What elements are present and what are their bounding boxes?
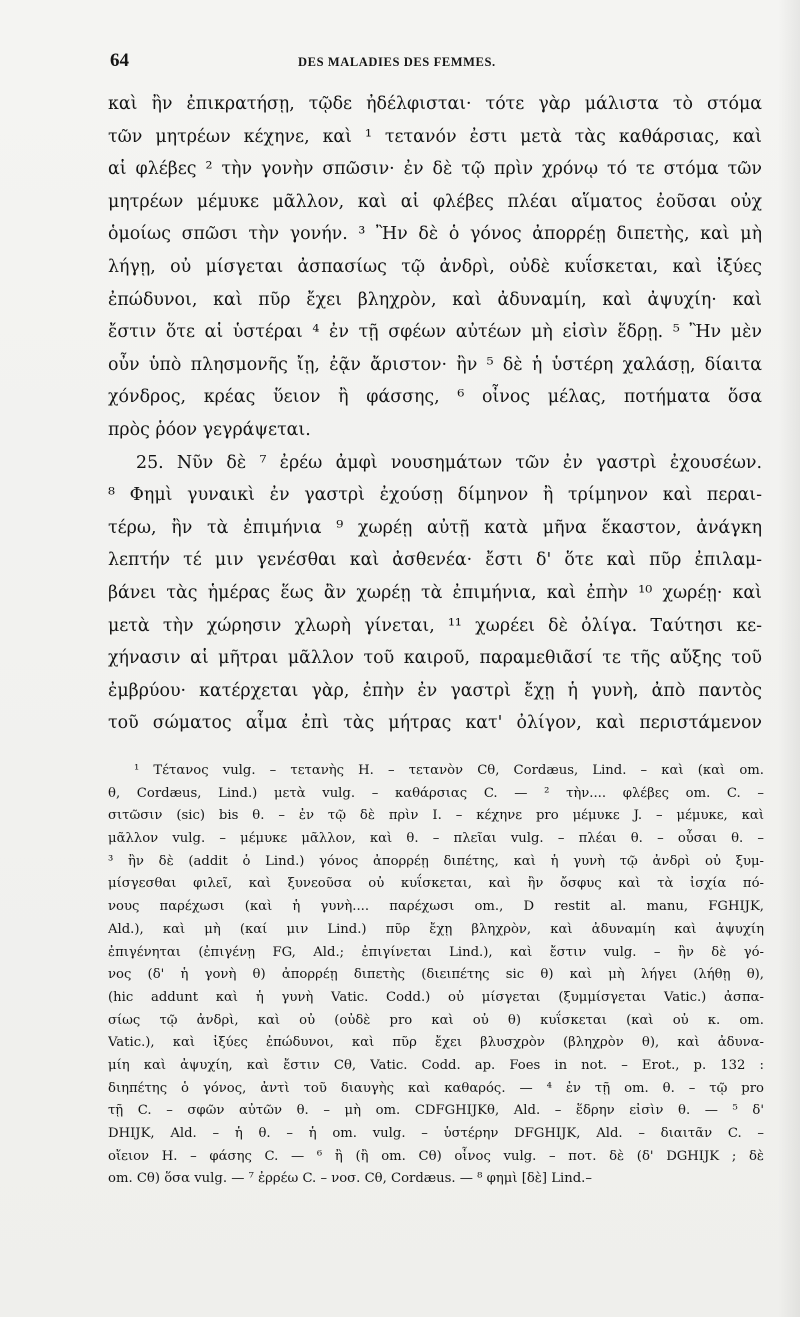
footnote-line: μᾶλλον vulg. – μέμυκε μᾶλλον, καὶ θ. – πλεῖαι vulg. – πλέαι θ. – οὖσαι θ. –: [108, 831, 764, 847]
text-line: βάνει τὰς ἡμέρας ἕως ἂν χωρέῃ τὰ ἐπιμήνια, καὶ ἐπὴν ¹⁰ χωρέῃ· καὶ: [108, 582, 762, 603]
text-line: χόνδρος, κρέας ὕειον ἢ φάσσης, ⁶ οἶνος μέλας, ποτήματα ὅσα: [108, 387, 762, 408]
footnote-line: om. Cθ) ὅσα vulg. — ⁷ ἐρρέω C. – νοσ. Cθ, Cordæus. — ⁸ φημὶ [δὲ] Lind.–: [108, 1171, 592, 1187]
footnote-line: τῇ C. – σφῶν αὐτῶν θ. – μὴ om. CDFGHIJKθ, Ald. – ἕδρην εἰσὶν θ. — ⁵ δ': [108, 1103, 764, 1119]
footnote-line: ¹ Τέτανος vulg. – τετανὴς H. – τετανὸν Cθ, Cordæus, Lind. – καὶ (καὶ om.: [134, 763, 764, 778]
footnote-line: νος (δ' ἡ γονὴ θ) ἀπορρέῃ διπετὴς (διειπέτης sic θ) καὶ μὴ λήγει (λήθῃ θ),: [108, 967, 764, 983]
footnote-line: οἴειον H. – φάσης C. — ⁶ ἢ (ἢ om. Cθ) οἶνος vulg. – ποτ. δὲ (δ' DGHIJK ; δὲ: [108, 1148, 764, 1164]
footnote-line: σιτῶσιν (sic) bis θ. – ἐν τῷ δὲ πρὶν I. – κέχηνε pro μέμυκε J. – μέμυκε, καὶ: [108, 808, 764, 824]
footnote-line: ἐπιγένηται (ἐπιγένῃ FG, Ald.; ἐπιγίνεται Lind.), καὶ ἔστιν vulg. – ἢν δὲ γό-: [108, 944, 764, 960]
text-line: τέρω, ἢν τὰ ἐπιμήνια ⁹ χωρέῃ αὐτῇ κατὰ μῆνα ἕκαστον, ἀνάγκη: [108, 517, 762, 538]
text-line: αἱ φλέβες ² τὴν γονὴν σπῶσιν· ἐν δὲ τῷ πρὶν χρόνῳ τό τε στόμα τῶν: [108, 159, 762, 180]
text-line: ὁμοίως σπῶσι τὴν γονήν. ³ Ἢν δὲ ὁ γόνος ἀπορρέῃ διπετὴς, καὶ μὴ: [108, 224, 762, 245]
footnote-line: μίη καὶ ἀψυχίη, καὶ ἔστιν Cθ, Vatic. Codd. ap. Foes in not. – Erot., p. 132 :: [108, 1057, 764, 1073]
page-header: [110, 50, 750, 74]
text-line: λεπτήν τέ μιν γενέσθαι καὶ ἀσθενέα· ἔστι δ' ὅτε καὶ πῦρ ἐπιλαμ-: [108, 550, 762, 571]
page-number: 64: [110, 50, 129, 71]
section-heading-line: 25. Νῦν δὲ ⁷ ἐρέω ἀμφὶ νουσημάτων τῶν ἐν γαστρὶ ἐχουσέων.: [136, 452, 762, 473]
footnote-line: θ, Cordæus, Lind.) μετὰ vulg. – καθάρσιας C. — ² τὴν.... φλέβες om. C. –: [108, 785, 764, 801]
text-line: μετὰ τὴν χώρησιν χλωρὴ γίνεται, ¹¹ χωρέει δὲ ὀλίγα. Ταύτησι κε-: [108, 615, 762, 636]
text-line: χήνασιν αἱ μῆτραι μᾶλλον τοῦ καιροῦ, παραμεθιᾶσί τε τῆς αὔξης τοῦ: [108, 648, 762, 669]
text-line: ἐπώδυνοι, καὶ πῦρ ἔχει βληχρὸν, καὶ ἀδυναμίη, καὶ ἀψυχίη· καὶ: [108, 289, 762, 310]
text-line: ⁸ Φημὶ γυναικὶ ἐν γαστρὶ ἐχούσῃ δίμηνον ἢ τρίμηνον καὶ περαι-: [108, 485, 762, 506]
text-line: τοῦ σώματος αἷμα ἐπὶ τὰς μήτρας κατ' ὀλίγον, καὶ περιστάμενον: [108, 713, 762, 734]
text-line: λήγῃ, οὐ μίσγεται ἀσπασίως τῷ ἀνδρὶ, οὐδὲ κυΐσκεται, καὶ ἰξύες: [108, 256, 762, 277]
page-edge-shadow: [778, 0, 800, 1317]
footnote-line: ³ ἢν δὲ (addit ὁ Lind.) γόνος ἀπορρέῃ διπέτης, καὶ ἡ γυνὴ τῷ ἀνδρὶ οὐ ξυμ-: [108, 853, 764, 869]
text-line: πρὸς ῥόον γεγράψεται.: [108, 419, 311, 440]
footnote-line: Ald.), καὶ μὴ (καί μιν Lind.) πῦρ ἔχῃ βληχρὸν, καὶ ἀδυναμίη καὶ ἀψυχίη: [108, 921, 764, 937]
footnote-line: διηπέτης ὁ γόνος, ἀντὶ τοῦ διαυγὴς καὶ καθαρός. — ⁴ ἐν τῇ om. θ. – τῷ pro: [108, 1080, 764, 1096]
footnote-line: DHIJK, Ald. – ἡ θ. – ἡ om. vulg. – ὑστέρην DFGHIJK, Ald. – διαιτᾶν C. –: [108, 1126, 764, 1141]
footnotes: [108, 760, 764, 1191]
text-line: καὶ ἢν ἐπικρατήσῃ, τῷδε ἠδέλφισται· τότε γὰρ μάλιστα τὸ στόμα: [108, 94, 762, 114]
footnote-line: (hic addunt καὶ ἡ γυνὴ Vatic. Codd.) οὐ μίσγεται (ξυμμίσγεται Vatic.) ἀσπα-: [108, 989, 764, 1005]
text-line: ἔστιν ὅτε αἱ ὑστέραι ⁴ ἐν τῇ σφέων αὐτέων μὴ εἰσὶν ἕδρῃ. ⁵ Ἢν μὲν: [108, 322, 762, 343]
text-line: ἐμβρύου· κατέρχεται γὰρ, ἐπὴν ἐν γαστρὶ ἔχῃ ἡ γυνὴ, ἀπὸ παντὸς: [108, 680, 762, 701]
footnote-line: σίως τῷ ἀνδρὶ, καὶ οὐ (οὐδὲ pro καὶ οὐ θ) κυΐσκεται (καὶ οὐ κ. om.: [108, 1012, 764, 1028]
footnote-line: μίσγεσθαι φιλεῖ, καὶ ξυνεοῦσα οὐ κυΐσκεται, καὶ ἢν ὄσφυς καὶ τὰ ἰσχία πό-: [108, 876, 764, 892]
text-line: οὖν ὑπὸ πλησμονῆς ἴῃ, ἐᾷν ἄριστον· ἢν ⁵ δὲ ἡ ὑστέρη χαλάσῃ, δίαιτα: [108, 354, 762, 375]
running-title: DES MALADIES DES FEMMES.: [298, 55, 496, 69]
footnote-line: νους παρέχωσι (καὶ ἡ γυνὴ.... παρέχωσι om., D restit al. manu, FGHIJK,: [108, 899, 764, 915]
text-line: τῶν μητρέων κέχηνε, καὶ ¹ τετανόν ἐστι μετὰ τὰς καθάρσιας, καὶ: [108, 126, 762, 147]
footnote-line: Vatic.), καὶ ἰξύες ἐπώδυνοι, καὶ πῦρ ἔχει βλυσχρὸν (βληχρὸν θ), καὶ ἀδυνα-: [108, 1035, 764, 1051]
main-text-body: [108, 88, 762, 740]
text-line: μητρέων μέμυκε μᾶλλον, καὶ αἱ φλέβες πλέαι αἵματος ἐοῦσαι οὐχ: [108, 191, 762, 212]
